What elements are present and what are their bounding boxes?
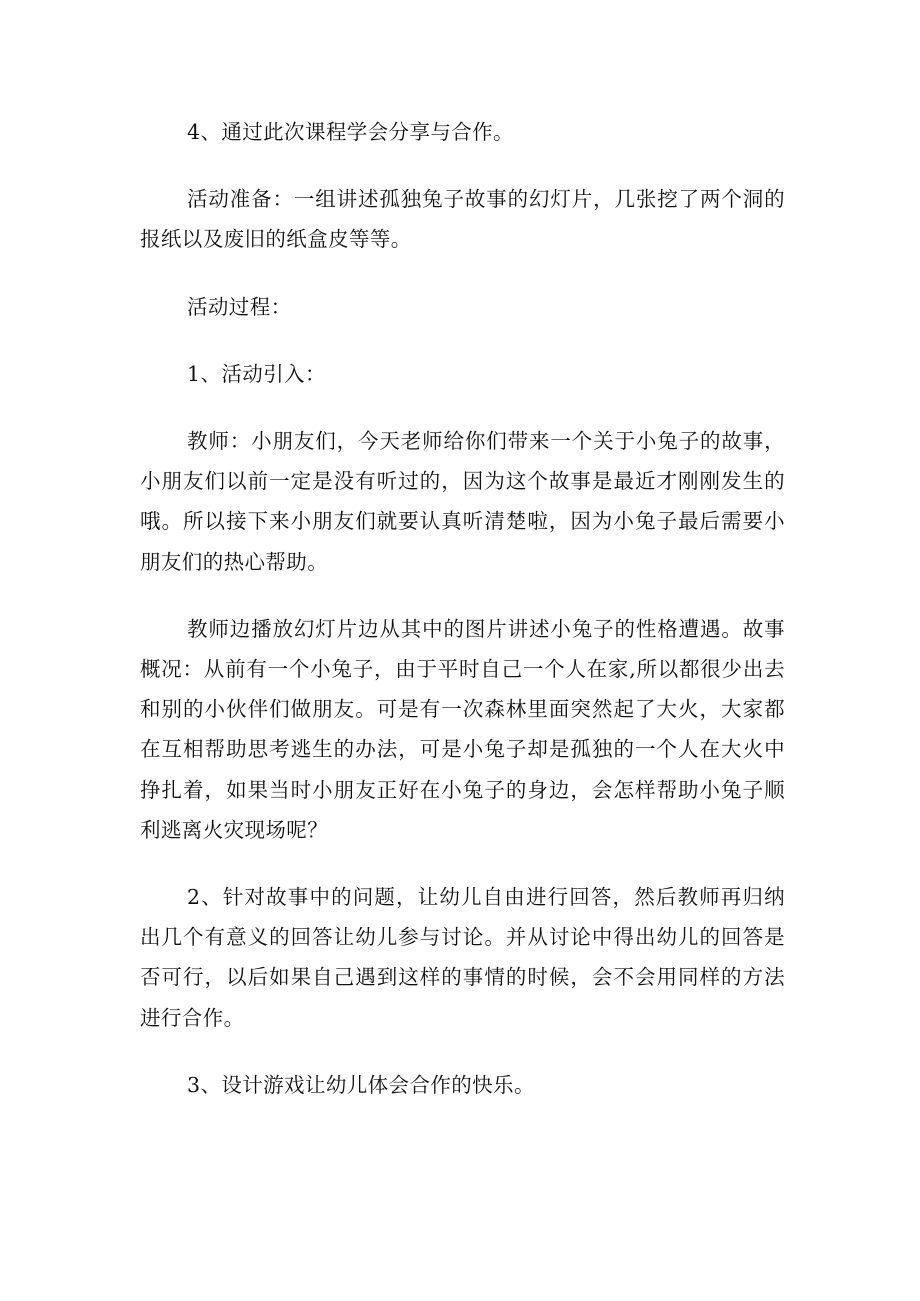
paragraph-step-1-heading: 1、活动引入： bbox=[187, 361, 326, 386]
paragraph-step-3: 3、设计游戏让幼儿体会合作的快乐。 bbox=[187, 1072, 535, 1097]
document-body bbox=[140, 112, 785, 1132]
paragraph-goal-4: 4、通过此次课程学会分享与合作。 bbox=[187, 120, 514, 144]
paragraph-step-2: 2、针对故事中的问题，让幼儿自由进行回答，然后教师再归纳出几个有意义的回答让幼儿参与讨论。并从讨论中得出幼儿的回答是否可行，以后如果自己遇到这样的事情的时候，会不会用同样的方法进行合作。 bbox=[140, 885, 785, 1030]
paragraph-teacher-intro: 教师：小朋友们，今天老师给你们带来一个关于小兔子的故事，小朋友们以前一定是没有听过的，因为这个故事是最近才刚刚发生的哦。所以接下来小朋友们就要认真听清楚啦，因为小兔子最后需要小朋友们的热心帮助。 bbox=[140, 429, 785, 574]
paragraph-activity-process-heading: 活动过程： bbox=[187, 294, 292, 319]
paragraph-story-overview: 教师边播放幻灯片边从其中的图片讲述小兔子的性格遭遇。故事概况：从前有一个小兔子，由于平时自己一个人在家,所以都很少出去和别的小伙伴们做朋友。可是有一次森林里面突然起了大火，大家都在互相帮助思考逃生的办法，可是小兔子却是孤独的一个人在大火中挣扎着，如果当时小朋友正好在小兔子的身边，会怎样帮助小兔子顺利逃离火灾现场呢？ bbox=[140, 616, 785, 842]
paragraph-activity-preparation: 活动准备：一组讲述孤独兔子故事的幻灯片，几张挖了两个洞的报纸以及废旧的纸盒皮等等。 bbox=[140, 187, 785, 252]
